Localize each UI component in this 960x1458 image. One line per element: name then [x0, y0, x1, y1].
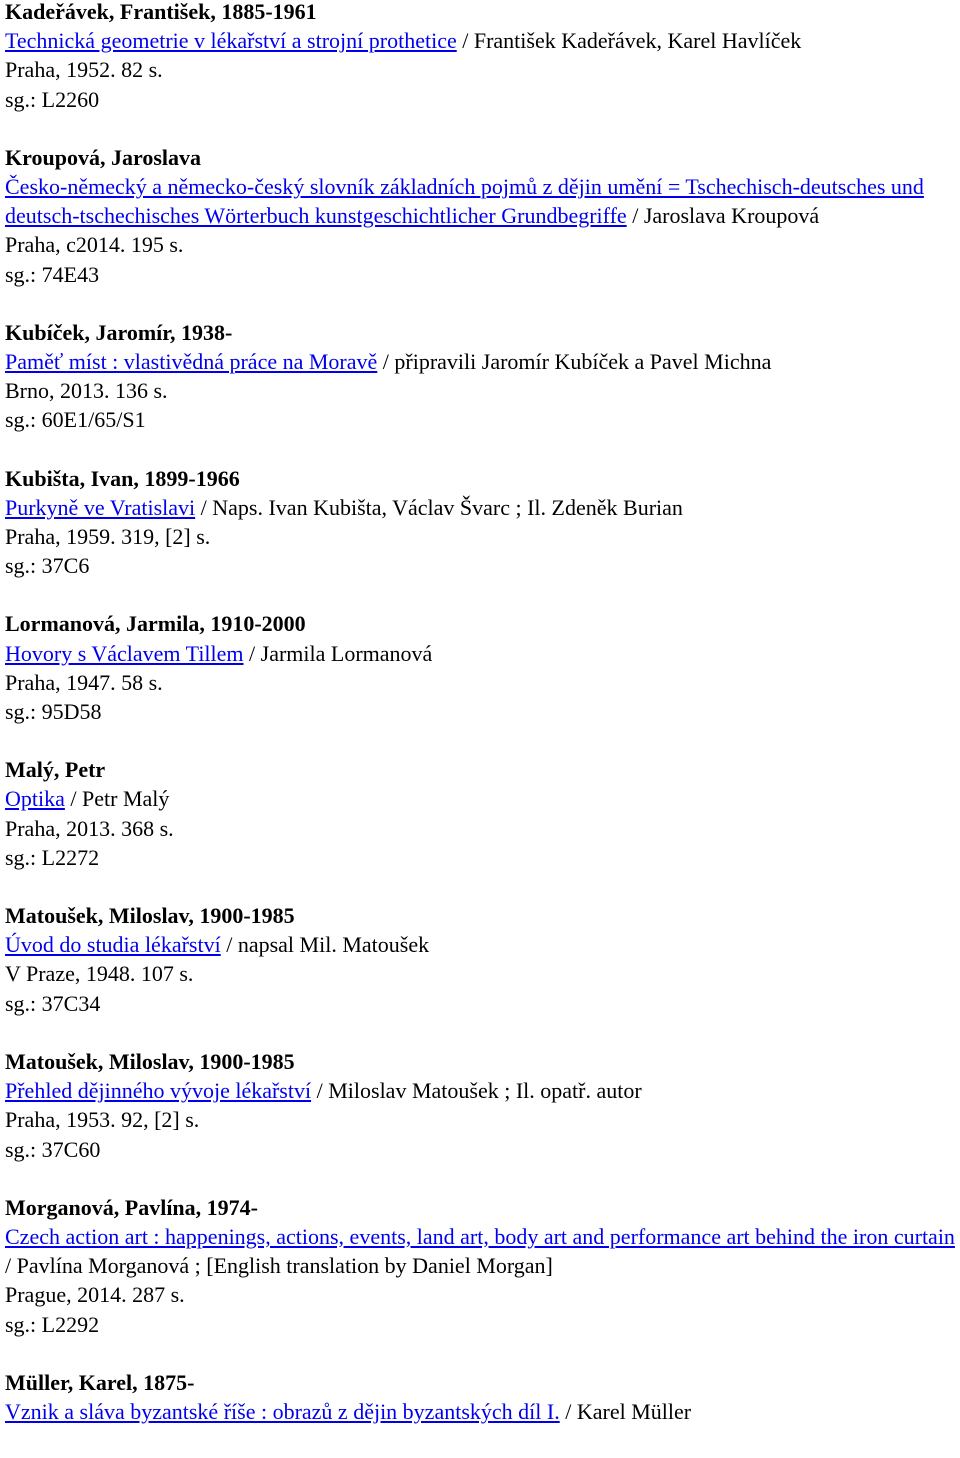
title-separator: / [311, 1078, 329, 1104]
entry-responsibility: připravili Jaromír Kubíček a Pavel Michna [394, 349, 772, 375]
entry-title-link[interactable]: Úvod do studia lékařství [5, 932, 221, 958]
entry-title-line [5, 1076, 955, 1105]
entry-responsibility: Petr Malý [82, 786, 170, 812]
entry-responsibility: Jaroslava Kroupová [643, 203, 820, 229]
entry-title-link[interactable]: Hovory s Václavem Tillem [5, 640, 244, 666]
catalog-list [5, 0, 955, 1455]
entry-author: Kroupová, Jaroslava [5, 144, 201, 170]
title-separator: / [220, 932, 238, 958]
entry-author: Müller, Karel, 1875- [5, 1369, 195, 1395]
entry-signature: sg.: 37C60 [5, 1136, 101, 1162]
entry-title-link[interactable]: Přehled dějinného vývoje lékařství [5, 1078, 312, 1104]
entry-signature: sg.: L2260 [5, 86, 100, 112]
entry-signature: sg.: 60E1/65/S1 [5, 407, 146, 433]
title-separator: / [626, 203, 644, 229]
entry-signature: sg.: L2272 [5, 844, 100, 870]
entry-signature: sg.: 37C34 [5, 990, 101, 1016]
entry-imprint: V Praze, 1948. 107 s. [5, 961, 194, 987]
entry-title-link[interactable]: Optika [5, 786, 65, 812]
entry-imprint: Praha, 1947. 58 s. [5, 669, 163, 695]
entry-author: Malý, Petr [5, 757, 106, 783]
catalog-entry [5, 1047, 955, 1164]
entry-author: Lormanová, Jarmila, 1910-2000 [5, 611, 306, 637]
catalog-entry [5, 755, 955, 872]
entry-author: Kadeřávek, František, 1885-1961 [5, 0, 317, 24]
entry-title-line [5, 639, 955, 668]
entry-signature: sg.: L2292 [5, 1311, 100, 1337]
entry-author: Matoušek, Miloslav, 1900-1985 [5, 1048, 295, 1074]
catalog-entry [5, 1368, 955, 1426]
entry-title-link[interactable]: Vznik a sláva byzantské říše : obrazů z dějin byzantských díl I. [5, 1398, 560, 1424]
catalog-entry [5, 318, 955, 435]
entry-signature: sg.: 74E43 [5, 261, 100, 287]
entry-responsibility: Naps. Ivan Kubišta, Václav Švarc ; Il. Zdeněk Burian [212, 494, 683, 520]
entry-author: Kubíček, Jaromír, 1938- [5, 319, 233, 345]
entry-title-line [5, 26, 955, 55]
catalog-entry [5, 609, 955, 726]
entry-responsibility: napsal Mil. Matoušek [237, 932, 430, 958]
entry-author: Kubišta, Ivan, 1899-1966 [5, 465, 240, 491]
entry-imprint: Prague, 2014. 287 s. [5, 1282, 185, 1308]
catalog-entry [5, 143, 955, 289]
entry-title-line [5, 1222, 955, 1280]
catalog-entry [5, 464, 955, 581]
entry-title-line [5, 1397, 955, 1426]
entry-title-link[interactable]: Purkyně ve Vratislavi [5, 494, 196, 520]
entry-responsibility: Pavlína Morganová ; [English translation by Daniel Morgan] [16, 1253, 553, 1279]
title-separator: / [195, 494, 213, 520]
entry-title-link[interactable]: Technická geometrie v lékařství a strojní prothetice [5, 28, 457, 54]
entry-signature: sg.: 95D58 [5, 699, 102, 725]
entry-imprint: Praha, 1953. 92, [2] s. [5, 1107, 200, 1133]
entry-title-line [5, 930, 955, 959]
title-separator: / [559, 1398, 577, 1424]
entry-title-link[interactable]: Česko-německý a německo-český slovník základních pojmů z dějin umění = Tschechisch-deutsches und deutsch-tschechisches Wörterbuch kunstgeschichtlicher Grundbegriffe [5, 174, 924, 229]
entry-signature: sg.: 37C6 [5, 553, 90, 579]
entry-imprint: Praha, 1959. 319, [2] s. [5, 524, 211, 550]
entry-responsibility: Karel Müller [576, 1398, 692, 1424]
entry-responsibility: Jarmila Lormanová [260, 640, 433, 666]
entry-imprint: Praha, c2014. 195 s. [5, 232, 184, 258]
catalog-entry [5, 901, 955, 1018]
entry-title-line [5, 347, 955, 376]
entry-author: Matoušek, Miloslav, 1900-1985 [5, 903, 295, 929]
entry-title-link[interactable]: Czech action art : happenings, actions, events, land art, body art and performance art behind the iron curtain [5, 1223, 955, 1249]
entry-author: Morganová, Pavlína, 1974- [5, 1194, 258, 1220]
entry-title-link[interactable]: Paměť míst : vlastivědná práce na Moravě [5, 349, 378, 375]
title-separator: / [243, 640, 261, 666]
title-separator: / [377, 349, 395, 375]
title-separator: / [5, 1253, 17, 1279]
entry-imprint: Praha, 2013. 368 s. [5, 815, 174, 841]
entry-responsibility: Miloslav Matoušek ; Il. opatř. autor [328, 1078, 642, 1104]
entry-responsibility: František Kadeřávek, Karel Havlíček [473, 28, 802, 54]
entry-title-line [5, 784, 955, 813]
entry-imprint: Brno, 2013. 136 s. [5, 378, 168, 404]
entry-title-line [5, 172, 955, 230]
catalog-entry [5, 0, 955, 114]
entry-imprint: Praha, 1952. 82 s. [5, 57, 163, 83]
entry-title-line [5, 493, 955, 522]
title-separator: / [64, 786, 83, 812]
title-separator: / [456, 28, 474, 54]
catalog-entry [5, 1193, 955, 1339]
